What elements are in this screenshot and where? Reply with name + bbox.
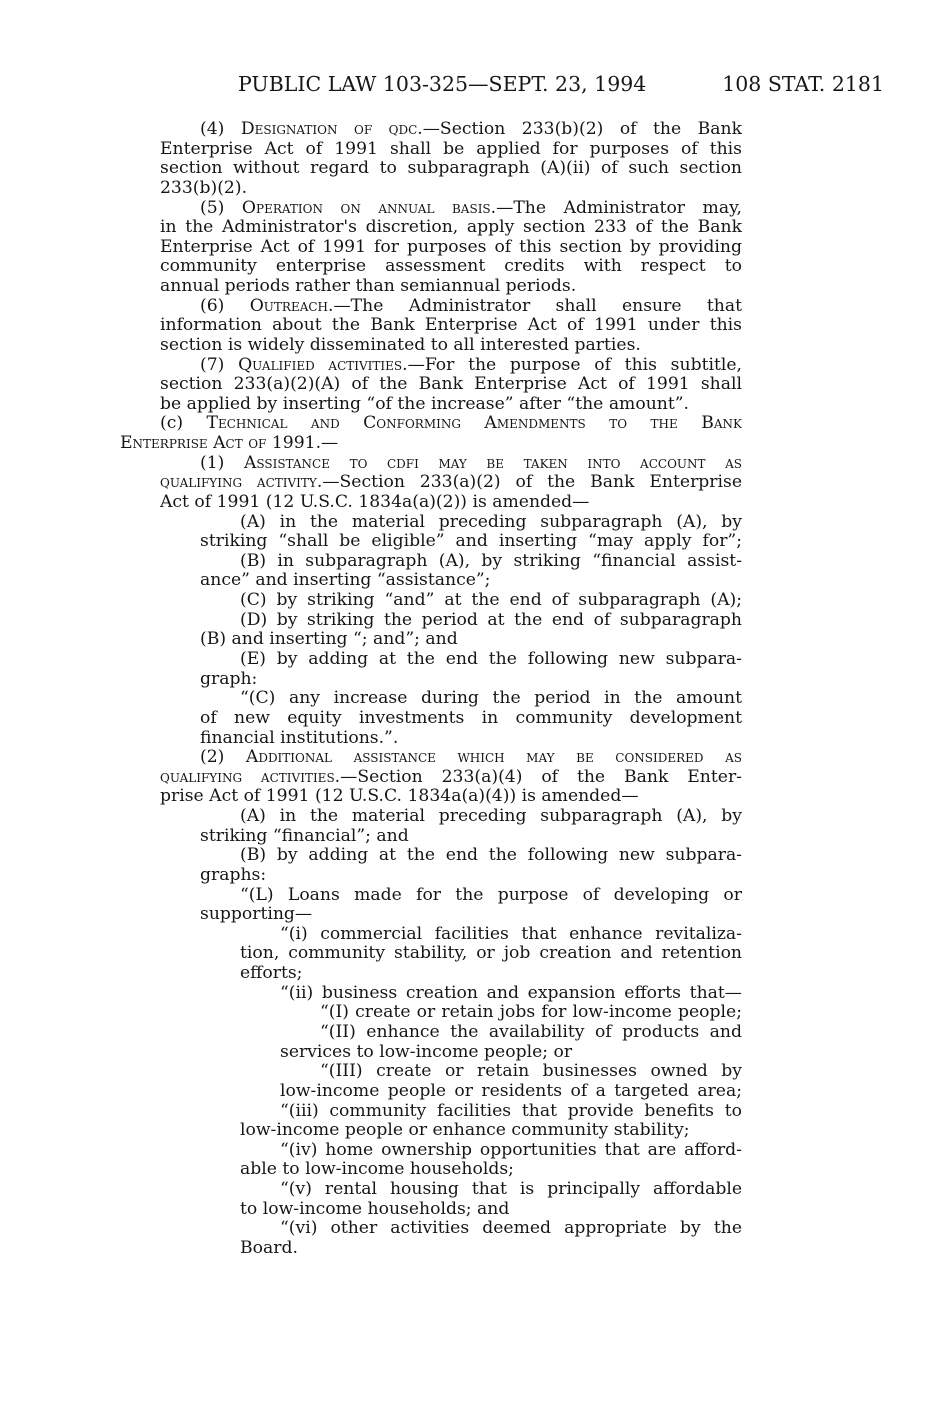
text-line bbox=[200, 826, 742, 846]
line-text: to low-income households; and bbox=[240, 1198, 510, 1219]
line-text: low-income people or residents of a targeted area; bbox=[280, 1080, 742, 1101]
line-text: (5) bbox=[200, 197, 242, 218]
line-text: efforts; bbox=[240, 963, 303, 984]
text-line bbox=[200, 708, 742, 728]
text-line bbox=[200, 570, 742, 590]
line-text: (1) bbox=[200, 452, 244, 473]
text-line bbox=[200, 865, 742, 885]
line-text: — bbox=[321, 433, 339, 454]
line-text: 233(b)(2). bbox=[160, 177, 248, 198]
line-text: (2) bbox=[200, 747, 246, 768]
line-text: supporting— bbox=[200, 904, 313, 925]
line-text: section is widely disseminated to all interested parties. bbox=[160, 334, 641, 355]
line-text: be applied by inserting “of the increase” after “the amount”. bbox=[160, 393, 690, 414]
text-line bbox=[200, 531, 742, 551]
line-text: “(i) commercial facilities that enhance revitaliza- bbox=[280, 923, 742, 944]
heading-text: qualifying activity. bbox=[160, 472, 323, 493]
line-text: Enterprise Act of 1991 for purposes of this section by providing bbox=[160, 236, 742, 257]
line-text: “(v) rental housing that is principally affordable bbox=[280, 1179, 742, 1200]
text-line bbox=[280, 924, 742, 944]
text-line bbox=[240, 649, 742, 669]
running-header-title: PUBLIC LAW 103-325—SEPT. 23, 1994 bbox=[238, 72, 647, 96]
text-line bbox=[160, 394, 742, 414]
text-line bbox=[160, 786, 742, 806]
heading-text: Designation of qdc. bbox=[240, 119, 423, 139]
text-line bbox=[240, 590, 742, 610]
text-line bbox=[240, 1159, 742, 1179]
text-line bbox=[160, 158, 742, 178]
text-line bbox=[240, 1238, 742, 1258]
text-line bbox=[240, 512, 742, 532]
text-line bbox=[200, 728, 742, 748]
text-line bbox=[160, 335, 742, 355]
text-line bbox=[120, 433, 742, 453]
line-text: (6) bbox=[200, 295, 250, 316]
text-line bbox=[200, 198, 742, 218]
line-text: —The Administrator may, bbox=[496, 197, 742, 218]
line-text: services to low-income people; or bbox=[280, 1041, 573, 1062]
heading-text: qualifying activities. bbox=[160, 766, 341, 787]
line-text: graphs: bbox=[200, 864, 267, 885]
text-line bbox=[320, 1022, 742, 1042]
text-line bbox=[240, 551, 742, 571]
line-text: —Section 233(b)(2) of the Bank bbox=[422, 119, 742, 139]
line-text: —Section 233(a)(4) of the Bank Enter- bbox=[340, 766, 742, 787]
text-line bbox=[160, 374, 742, 394]
text-line bbox=[160, 413, 742, 433]
line-text: graph: bbox=[200, 668, 258, 689]
text-line bbox=[160, 472, 742, 492]
line-text: (E) by adding at the end the following new subpara- bbox=[240, 649, 742, 669]
heading-text: Assistance to cdfi may be taken into account as bbox=[243, 452, 742, 473]
line-text: striking “financial”; and bbox=[200, 825, 409, 846]
text-line bbox=[280, 1218, 742, 1238]
heading-text: Enterprise Act of 1991. bbox=[120, 433, 322, 454]
line-text: striking “shall be eligible” and inserting “may apply for”; bbox=[200, 531, 742, 552]
line-text: of new equity investments in community development bbox=[200, 707, 742, 728]
line-text: financial institutions.”. bbox=[200, 727, 399, 748]
line-text: (7) bbox=[200, 354, 239, 375]
line-text: —For the purpose of this subtitle, bbox=[407, 354, 742, 375]
text-line bbox=[200, 453, 742, 473]
text-line bbox=[200, 119, 742, 139]
line-text: (A) in the material preceding subparagraph (A), by bbox=[240, 511, 742, 532]
line-text: “(ii) business creation and expansion efforts that— bbox=[280, 982, 742, 1003]
text-line bbox=[160, 492, 742, 512]
line-text: (B) in subparagraph (A), by striking “financial assist- bbox=[240, 550, 742, 571]
line-text: Enterprise Act of 1991 shall be applied for purposes of this bbox=[160, 138, 742, 159]
line-text: low-income people or enhance community stability; bbox=[240, 1120, 690, 1141]
line-text: (4) bbox=[200, 119, 241, 139]
text-line bbox=[160, 237, 742, 257]
text-line bbox=[160, 276, 742, 296]
text-line bbox=[240, 610, 742, 630]
text-line bbox=[240, 1120, 742, 1140]
text-line bbox=[160, 217, 742, 237]
text-line bbox=[160, 315, 742, 335]
text-line bbox=[160, 767, 742, 787]
heading-text: Outreach. bbox=[249, 295, 334, 316]
line-text: (C) by striking “and” at the end of subparagraph (A); bbox=[240, 590, 742, 611]
text-line bbox=[280, 1140, 742, 1160]
text-line bbox=[200, 904, 742, 924]
text-line bbox=[240, 885, 742, 905]
text-line bbox=[240, 943, 742, 963]
heading-text: Technical and Conforming Amendments to the Bank bbox=[206, 413, 742, 434]
line-text: community enterprise assessment credits with respect to bbox=[160, 256, 742, 277]
line-text: ance” and inserting “assistance”; bbox=[200, 570, 491, 591]
line-text: Act of 1991 (12 U.S.C. 1834a(a)(2)) is amended— bbox=[160, 491, 590, 512]
line-text: “(I) create or retain jobs for low-income people; bbox=[320, 1002, 742, 1023]
line-text: “(iv) home ownership opportunities that are afford- bbox=[280, 1139, 742, 1160]
line-text: prise Act of 1991 (12 U.S.C. 1834a(a)(4)) is amended— bbox=[160, 786, 639, 807]
line-text: (D) by striking the period at the end of subparagraph bbox=[240, 609, 742, 630]
line-text: section 233(a)(2)(A) of the Bank Enterprise Act of 1991 shall bbox=[160, 374, 742, 395]
line-text: “(L) Loans made for the purpose of developing or bbox=[240, 884, 742, 905]
text-line bbox=[200, 296, 742, 316]
heading-text: Operation on annual basis. bbox=[241, 197, 497, 218]
text-line bbox=[200, 669, 742, 689]
line-text: (B) and inserting “; and”; and bbox=[200, 629, 458, 650]
line-text: tion, community stability, or job creation and retention bbox=[240, 943, 742, 964]
text-line bbox=[240, 845, 742, 865]
line-text: (A) in the material preceding subparagraph (A), by bbox=[240, 806, 742, 827]
line-text: section without regard to subparagraph (A)(ii) of such section bbox=[160, 158, 742, 179]
text-line bbox=[280, 983, 742, 1003]
text-line bbox=[320, 1002, 742, 1022]
line-text: “(vi) other activities deemed appropriate by the bbox=[280, 1218, 742, 1239]
line-text: “(II) enhance the availability of products and bbox=[320, 1021, 742, 1042]
text-line bbox=[240, 963, 742, 983]
running-header-stat: 108 STAT. 2181 bbox=[722, 72, 884, 96]
line-text: able to low-income households; bbox=[240, 1159, 514, 1180]
line-text: (c) bbox=[160, 413, 207, 434]
text-line bbox=[200, 629, 742, 649]
line-text: —Section 233(a)(2) of the Bank Enterprise bbox=[322, 472, 742, 493]
line-text: “(III) create or retain businesses owned by bbox=[320, 1061, 742, 1082]
line-text: —The Administrator shall ensure that bbox=[333, 295, 742, 316]
heading-text: Additional assistance which may be considered as bbox=[245, 747, 742, 768]
text-line bbox=[200, 747, 742, 767]
line-text: “(iii) community facilities that provide benefits to bbox=[280, 1100, 742, 1121]
line-text: annual periods rather than semiannual periods. bbox=[160, 276, 577, 297]
text-line bbox=[280, 1101, 742, 1121]
line-text: information about the Bank Enterprise Act of 1991 under this bbox=[160, 315, 742, 336]
line-text: (B) by adding at the end the following new subpara- bbox=[240, 845, 742, 866]
text-line bbox=[280, 1081, 742, 1101]
text-line bbox=[160, 178, 742, 198]
line-text: Board. bbox=[240, 1237, 298, 1258]
text-line bbox=[160, 256, 742, 276]
line-text: in the Administrator's discretion, apply section 233 of the Bank bbox=[160, 217, 742, 238]
line-text: “(C) any increase during the period in the amount bbox=[240, 688, 742, 709]
text-line bbox=[200, 355, 742, 375]
text-line bbox=[240, 1199, 742, 1219]
text-line bbox=[320, 1061, 742, 1081]
text-line bbox=[280, 1179, 742, 1199]
text-line bbox=[280, 1042, 742, 1062]
heading-text: Qualified activities. bbox=[238, 354, 408, 375]
text-line bbox=[160, 139, 742, 159]
text-line bbox=[240, 806, 742, 826]
text-line bbox=[240, 688, 742, 708]
